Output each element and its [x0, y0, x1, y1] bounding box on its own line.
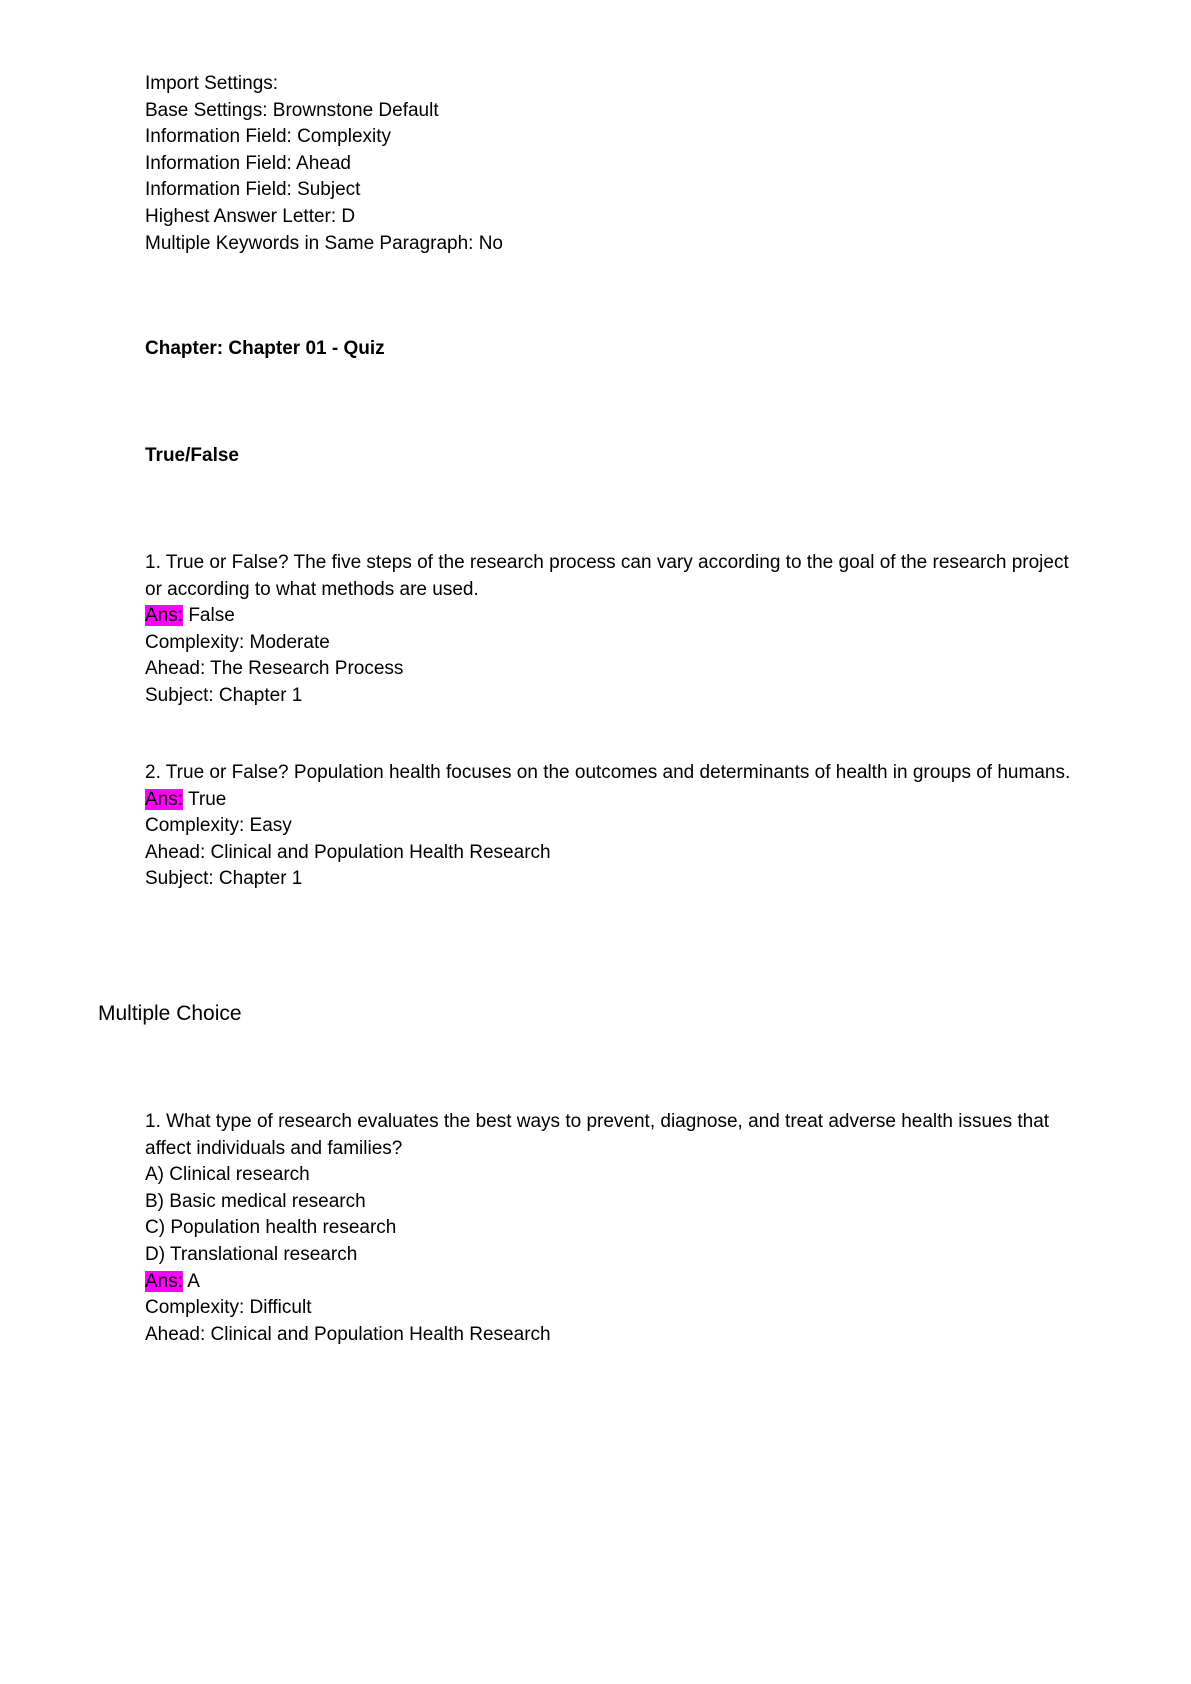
true-false-heading: True/False — [145, 445, 239, 466]
complexity-line: Complexity: Moderate — [145, 631, 330, 653]
info-field-ahead-line: Information Field: Ahead — [145, 152, 351, 174]
answer-line — [145, 603, 1075, 630]
question-text: 2. True or False? Population health focuses on the outcomes and determinants of health in groups of humans. — [145, 762, 1071, 783]
ahead-line: Ahead: Clinical and Population Health Research — [145, 1323, 551, 1345]
base-settings-line: Base Settings: Brownstone Default — [145, 99, 439, 121]
option-a: A) Clinical research — [145, 1164, 310, 1186]
tf-question-2 — [145, 760, 1075, 893]
answer-value: False — [188, 605, 235, 627]
option-c: C) Population health research — [145, 1217, 397, 1239]
import-settings-title: Import Settings: — [145, 73, 279, 94]
complexity-line: Complexity: Difficult — [145, 1297, 312, 1319]
mc-question-1 — [145, 1109, 1075, 1348]
answer-line — [145, 787, 1075, 814]
complexity-line: Complexity: Easy — [145, 815, 292, 837]
tf-question-1 — [145, 550, 1075, 710]
highest-answer-letter-line: Highest Answer Letter: D — [145, 205, 356, 227]
multiple-keywords-line: Multiple Keywords in Same Paragraph: No — [145, 232, 504, 254]
question-text: 1. True or False? The five steps of the research process can vary according to the goal of the research project or according to what methods are used. — [145, 552, 1069, 600]
option-d: D) Translational research — [145, 1243, 358, 1265]
answer-label: Ans: — [145, 788, 184, 810]
import-settings — [145, 71, 1075, 257]
answer-value: A — [187, 1270, 200, 1292]
answer-label: Ans: — [145, 605, 184, 627]
ahead-line: Ahead: Clinical and Population Health Research — [145, 841, 551, 863]
subject-line: Subject: Chapter 1 — [145, 868, 303, 890]
info-field-complexity-line: Information Field: Complexity — [145, 126, 392, 148]
multiple-choice-heading: Multiple Choice — [98, 1002, 242, 1025]
info-field-subject-line: Information Field: Subject — [145, 179, 361, 201]
ahead-line: Ahead: The Research Process — [145, 658, 404, 680]
question-text: 1. What type of research evaluates the best ways to prevent, diagnose, and treat adverse health issues that affect individuals and families? — [145, 1111, 1050, 1159]
answer-value: True — [187, 788, 227, 810]
answer-label: Ans: — [145, 1270, 184, 1292]
subject-line: Subject: Chapter 1 — [145, 684, 303, 706]
chapter-heading: Chapter: Chapter 01 - Quiz — [145, 338, 385, 359]
option-b: B) Basic medical research — [145, 1190, 366, 1212]
answer-line — [145, 1269, 1075, 1296]
